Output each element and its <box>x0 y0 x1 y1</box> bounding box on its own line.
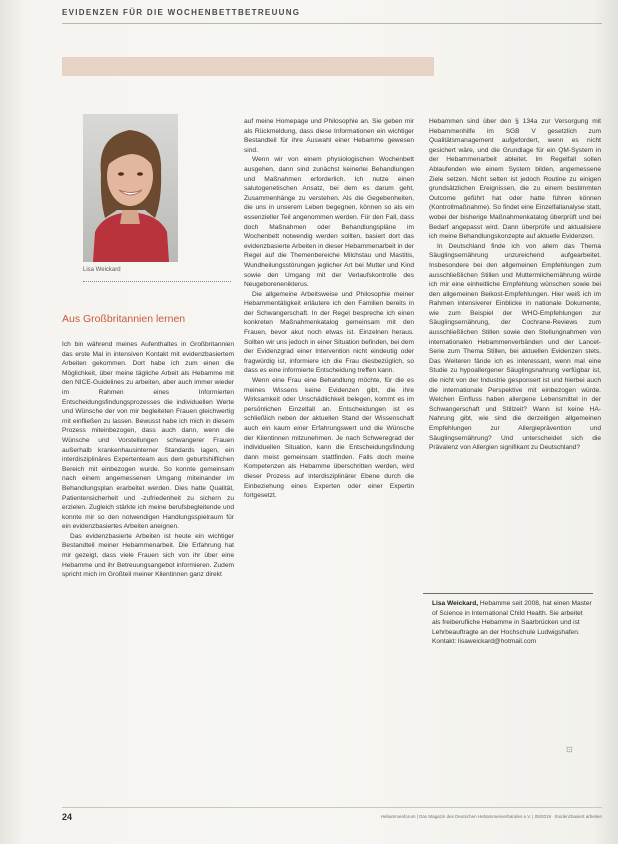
text-column-2 <box>244 117 414 720</box>
footer-citation: Hebammenforum | Das Magazin des Deutschen Hebammenverbandes e.V. | 05/2019 · Evidenzbasiert arbeiten <box>380 814 602 819</box>
bio-text: Hebamme seit 2008, hat einen Master of Science in International Child Health. Sie arbeitet als freiberufliche Hebamme in Saarbrücken und ist Lehrbeauftragte an der Hochschule Ludwigshafen. <box>432 600 592 636</box>
page-number: 24 <box>62 812 73 822</box>
author-name: Lisa Weickard, <box>432 600 479 607</box>
paragraph: Hebammen sind über den § 134a zur Versorgung mit Hebammenhilfe im SGB V gesetzlich zum Qualitätsmanagement aufgefordert, wenn es nicht gesichert wäre, und die Grundlage für ein QM-System in der Hebammenarbeit ableitet. Im Regelfall sollen Ablaufenden wie einem System bilden, angemessene Ziele setzen. Nicht selten ist jedoch Routine zu einigen grundsätzlichen Ereignissen, die zu einem bestimmten Outcome geführt hat oder hatte führen können (Kontrollmaßnahme). So findet eine Einzelfallanalyse statt, wobei der bisherige Maßnahmenkatalog überprüft und bei Bedarf angepasst wird. Dann überprüfe und aktualisiere ich meine Behandlungskonzepte auf aktuelle Evidenzen. <box>429 118 601 241</box>
paragraph: Das evidenzbasierte Arbeiten ist heute ein wichtiger Bestandteil meiner Hebammenarbeit. Die Erfahrung hat mir gezeigt, dass viele Frauen sich von ihr über eine Hebamme und ihr Betreuungsangebot informieren. Zudem spricht mich im Großteil meiner Klientinnen ganz direkt <box>62 532 234 579</box>
color-banner <box>62 57 434 76</box>
bio-divider <box>423 593 593 594</box>
paragraph: auf meine Homepage und Philosophie an. Sie geben mir als Rückmeldung, dass diese Informationen ein wichtiger Bestandteil für ihre Auswahl einer Hebamme gewesen sind. <box>244 118 414 154</box>
photo-caption: Lisa Weickard <box>83 267 121 273</box>
author-bio <box>432 599 592 647</box>
bio-contact[interactable]: Kontakt: lisaweickard@hotmail.com <box>432 638 537 646</box>
paragraph: Wenn eine Frau eine Behandlung möchte, für die es meines Wissens keine Evidenzen gibt, die ihre Wirksamkeit oder Unschädlichkeit belegen, kommt es im persönlichen Einzelfall an. Entscheidungen ist es schließlich neben der aktuellen Stand der Wissenschaft auch ein kaum einer Erfahrungswert und die Wünsche der Klientinnen mitzunehmen. Je nach Schweregrad der individuellen Situation, kann die Entscheidungsfindung dann meist gemeinsam stattfinden. Falls doch meine Kompetenzen als Hebamme überschritten werden, wird dieser Prozess auf interdisziplinärer Ebene durch die Einbeziehung eines Experten oder einer Expertin fortgesetzt. <box>244 377 414 500</box>
author-portrait <box>83 114 178 262</box>
text-column-1 <box>62 340 234 720</box>
portrait-image-icon <box>83 114 178 262</box>
paragraph: Die allgemeine Arbeitsweise und Philosophie meiner Hebammentätigkeit erläutere ich den Familien bereits in der Schwangerschaft. In der Regel bespreche ich einen konkreten Maßnahmenkatalog gemeinsam mit den Frauen, bevor akut noch etwas ist. Einzelnen heraus. Sollten wir uns jedoch in einer Situation befinden, bei dem der Evidenzgrad einer Intervention nicht eindeutig oder fragwürdig ist, informiere ich die Frau diesbezüglich, so dass es eine informierte Entscheidung treffen kann. <box>244 290 414 375</box>
running-head: EVIDENZEN FÜR DIE WOCHENBETTBETREUUNG <box>62 8 602 24</box>
section-heading: Aus Großbritannien lernen <box>62 313 186 325</box>
paragraph: Ich bin während meines Aufenthaltes in Großbritannien das erste Mal in intensiven Kontakt mit evidenzbasiertem Arbeiten gekommen. Dort habe ich zum einen die Möglichkeit, über meine tägliche Arbeit als Hebamme mit den NICE-Guidelines zu arbeiten, aber auch immer wieder im Rahmen eines Informierten Entscheidungsfindungsprozesses die individuellen Werte und Wünsche der von mir begleiteten Frauen gleichwertig mit einfließen zu lassen. Bewusst habe ich mich in diesem Prozess miteinbezogen, dass auch dann, wenn die Wünsche und Vorstellungen schwangerer Frauen außerhalb krankenhausinterner Standards lagen, ein interdisziplinäres Expertenteam aus dem geburtshilflichen Bereich mit einbezogen wurde. So konnte gemeinsam nach einem angemessenen Umgang miteinander im Behandlungsplan erarbeitet werden. Dies hatte Qualität, Patientensicherheit und -zufriedenheit zu sichern zu erzielen. Zugleich stärkte ich meine berufsbegleitende und konnte mir so den notwendigen Handlungsspielraum für ein evidenzbasiertes Arbeiten aneignen. <box>62 341 234 531</box>
paragraph: In Deutschland finde ich von allem das Thema Säuglingsernährung unzureichend aufgearbeitet. Insbesondere bei den allgemeinen Empfehlungen zum ausschließlichen Stillen und Muttermilchernährung würde ich mir eine einheitliche Empfehlung wünschen sowie bei den allgemeinen Beikost-Empfehlungen. Hier weiß ich im Rahmen intensiverer Einblicke in nationale Dokumente, wie zum Beispiel der WHO-Empfehlungen zur Säuglingsernährung, der Cochrane-Reviews zum ausschließlichen Stillen sowie den Stellungnahmen von internationalen Hebammenverbänden und der Lancet-Serie zum Thema Stillen, bei aktuellen Evidenzen stets. Das Weiteren fände ich es interessant, wenn mal eine Studie zu hypoallergener Säuglingsnahrung verfügbar ist, die nicht von der Industrie gesponsert ist und hierbei auch die internationale Perspektive mit einbezogen würde. Welchen Einfluss haben allergene Lebensmittel in der Schwangerschaft und Stillzeit? Wann ist keine HA-Nahrung gibt, wie sind die derzeitigen allgemeinen Empfehlungen zur Allergieprävention und Säuglingsernährung? Und unterscheidet sich die Prävalenz von Allergien signifikant zu Deutschland? <box>429 242 601 452</box>
paragraph: Wenn wir von einem physiologischen Wochenbett ausgehen, dann sind zunächst keinerlei Behandlungen und Maßnahmen erforderlich. Ich nutze einen salutogenetischen Ansatz, bei dem es darum geht, Zusammenhänge zu verstehen. Als die Gegebenheiten, die uns in unserem Leben begegnen, können so als ein essenzieller Teil angenommen werden. Für den Fall, dass doch Maßnahmen oder Behandlungspläne im Wochenbett notwendig werden sollten, basiert dort das evidenzbasierte Arbeiten in dieser Hebammenarbeit in der Regel auf die Themenbereiche Milchstau und Mastitis, Wundheilungsstörungen jeglicher Art bei Mutter und Kind sowie den Umgang mit der Verlaufskontrolle des Neugeborenenikterus. <box>244 156 414 289</box>
end-mark-icon: ⊡ <box>566 745 573 754</box>
text-column-3 <box>429 117 601 577</box>
caption-divider <box>83 281 231 282</box>
footer-divider <box>62 807 602 808</box>
